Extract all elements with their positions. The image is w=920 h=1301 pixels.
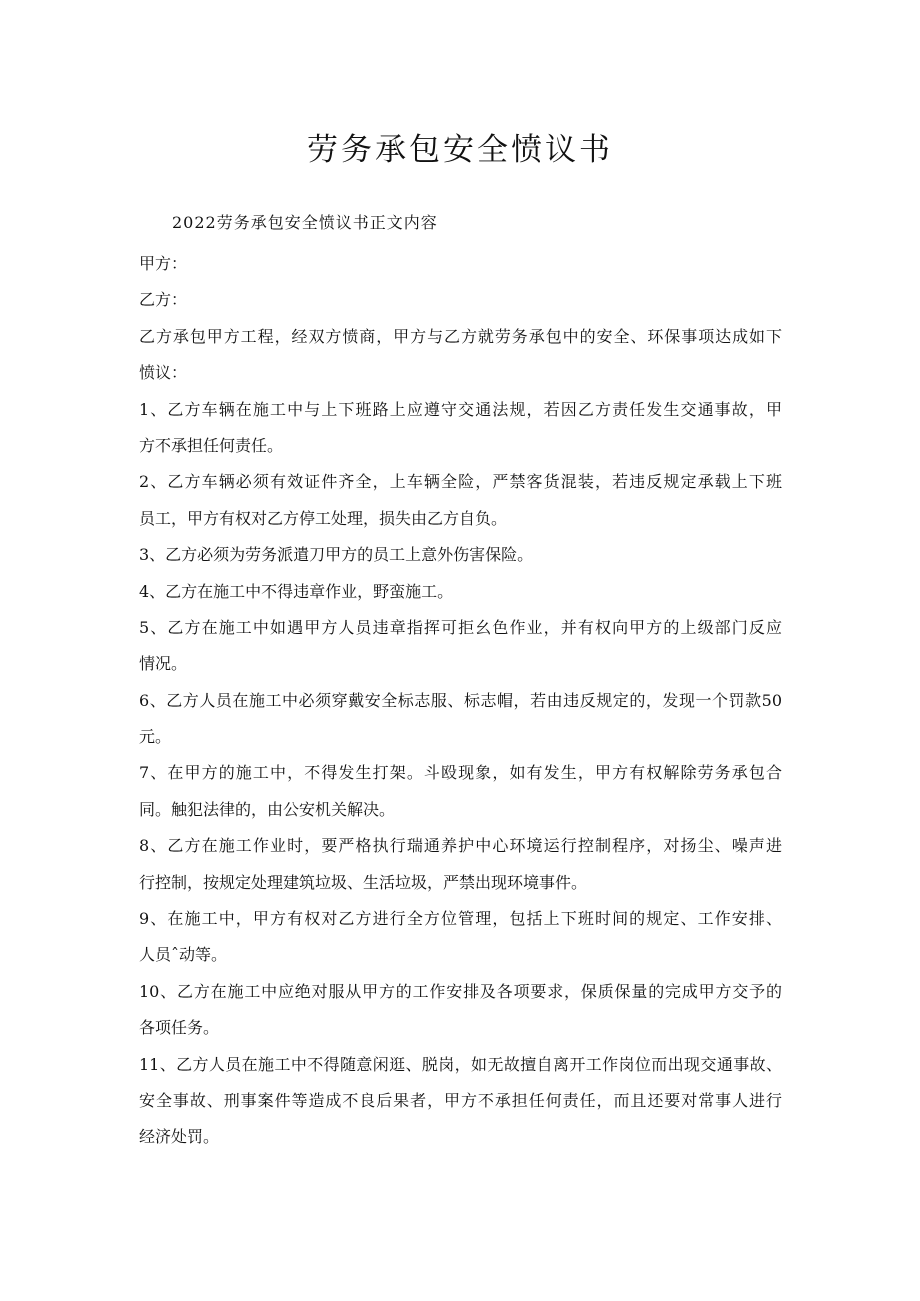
clause-6 [139,683,782,756]
paragraph-line: 5、乙方在施工中如遇甲方人员违章指挥可拒幺色作业，并有权向甲方的上级部门反应 [139,617,782,637]
paragraph-line: 经济处罚。 [139,1127,220,1147]
paragraph-line: 7、在甲方的施工中，不得发生打架。斗殴现象，如有发生，甲方有权解除劳务承包合 [139,763,782,783]
clause-5 [139,610,782,683]
paragraph-line: 行控制，按规定处理建筑垃圾、生活垃圾，严禁出现环境事件。 [139,872,588,892]
paragraph-line: 同。触犯法律的，由公安机关解决。 [139,799,396,819]
party-a-label: 甲方： [139,254,188,273]
clause-1 [139,392,782,465]
clause-8 [139,828,782,901]
document-subtitle: 2022劳务承包安全愤议书正文内容 [172,213,438,232]
paragraph-line: 情况。 [139,654,188,674]
paragraph-line: 2、乙方车辆必须有效证件齐全，上车辆全险，严禁客货混装，若违反规定承载上下班 [139,472,782,492]
clause-3 [139,537,782,573]
paragraph-line: 员工，甲方有权对乙方停工处理，损失由乙方自负。 [139,508,508,528]
clause-9 [139,901,782,974]
paragraph-line: 11、乙方人员在施工中不得随意闲逛、脱岗，如无故擅自离开工作岗位而出现交通事故、 [139,1054,782,1074]
paragraph-line: 4、乙方在施工中不得违章作业，野蛮施工。 [139,581,454,601]
clause-10 [139,974,782,1047]
clause-4 [139,574,782,610]
paragraph-line: 1、乙方车辆在施工中与上下班路上应遵守交通法规，若因乙方责任发生交通事故，甲 [139,399,782,419]
document-title: 劳务承包安全愤议书 [307,132,613,168]
paragraph-line: 各项任务。 [139,1018,220,1038]
clause-2 [139,464,782,537]
party-b-label: 乙方： [139,290,188,310]
paragraph-line: 愤议： [139,363,188,383]
paragraph-line: 元。 [139,727,172,747]
paragraph-line: 10、乙方在施工中应绝对服从甲方的工作安排及各项要求，保质保量的完成甲方交予的 [139,981,782,1001]
document-body [139,246,782,1156]
paragraph-line: 人员ˆ动等。 [139,945,228,965]
paragraph-line: 8、乙方在施工作业时，要严格执行瑞通养护中心环境运行控制程序，对扬尘、噪声进 [139,836,782,856]
clause-11 [139,1047,782,1156]
intro-paragraph [139,319,782,392]
paragraph-line: 3、乙方必须为劳务派遣刀甲方的员工上意外伤害保险。 [139,545,534,565]
paragraph-line: 9、在施工中，甲方有权对乙方进行全方位管理，包括上下班时间的规定、工作安排、 [139,909,782,929]
clause-7 [139,755,782,828]
paragraph-line: 方不承担任何责任。 [139,435,284,455]
paragraph-line: 乙方承包甲方工程，经双方愤商，甲方与乙方就劳务承包中的安全、环保事项达成如下 [139,326,782,346]
paragraph-line: 6、乙方人员在施工中必须穿戴安全标志服、标志帽，若由违反规定的，发现一个罚款50 [139,690,782,710]
paragraph-line: 安全事故、刑事案件等造成不良后果者，甲方不承担任何责任，而且还要对常事人进行 [139,1090,782,1110]
